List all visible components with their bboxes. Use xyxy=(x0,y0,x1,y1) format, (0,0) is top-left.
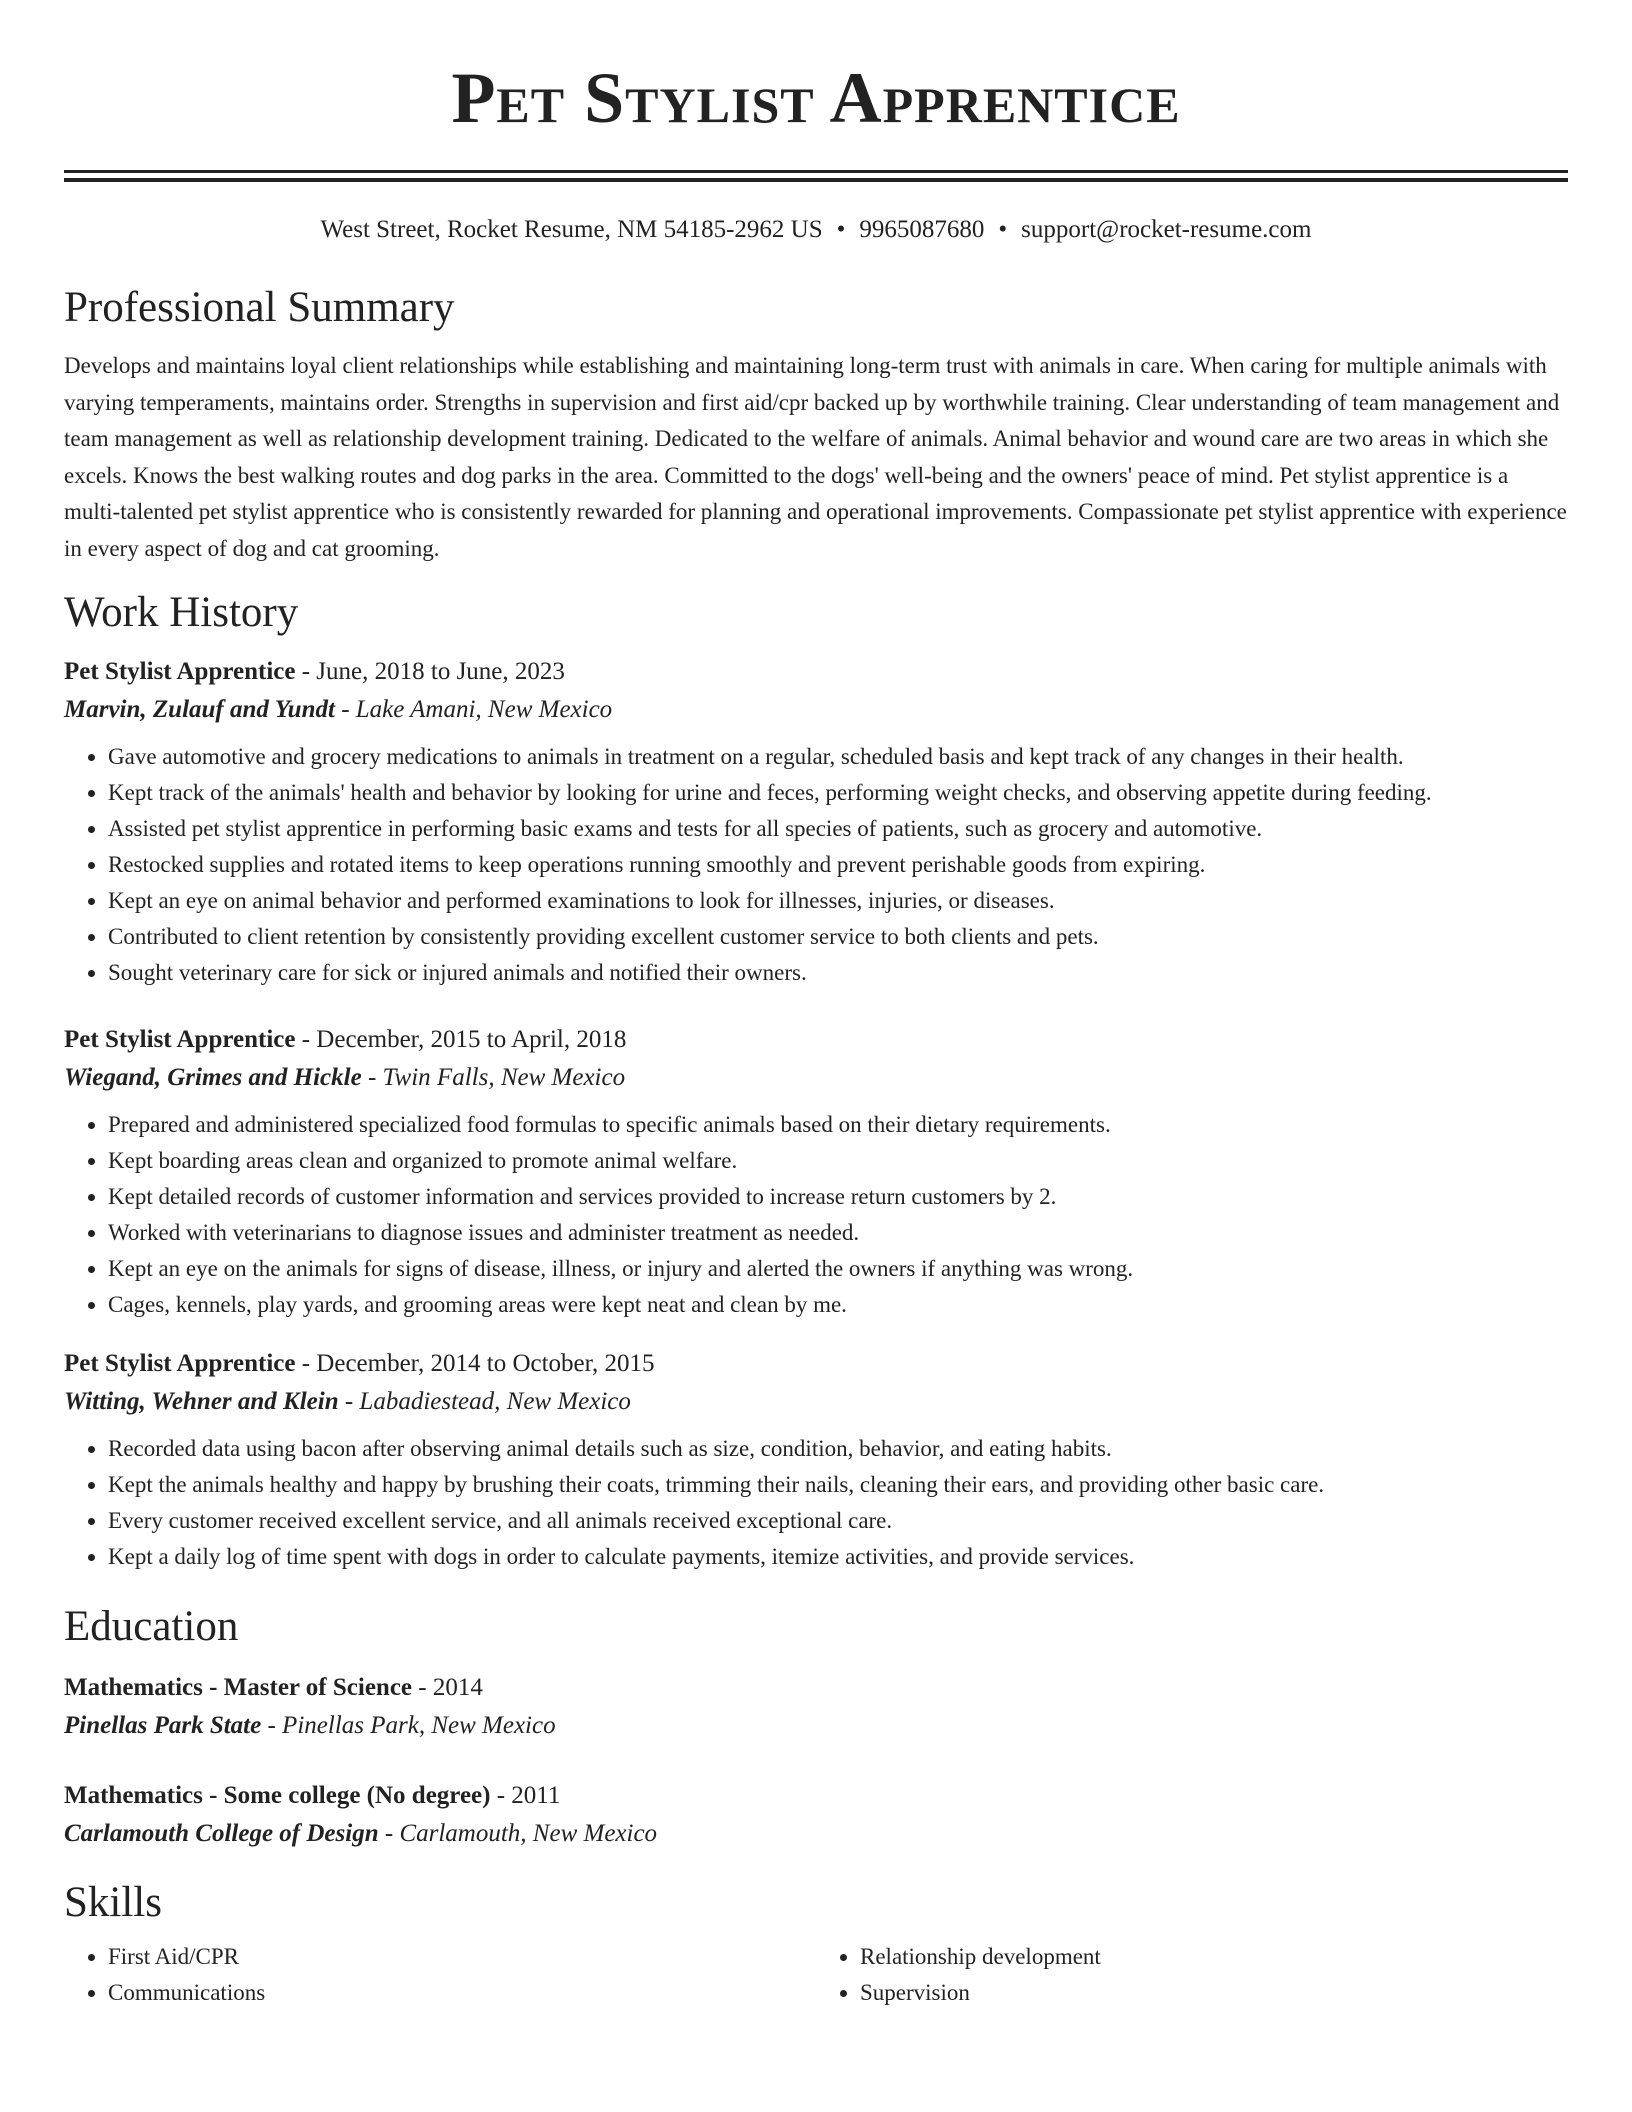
job-duty: • Assisted pet stylist apprentice in performing basic exams and tests for all species of patients, such as grocery and automotive. xyxy=(108,811,1568,847)
job-role: Pet Stylist Apprentice xyxy=(64,658,296,685)
job-role: Pet Stylist Apprentice xyxy=(64,1026,296,1053)
job-duty: • Contributed to client retention by consistently providing excellent customer service to both clients and pets. xyxy=(108,919,1568,955)
education-entry xyxy=(64,1669,1568,1745)
job-dates: - December, 2014 to October, 2015 xyxy=(295,1350,655,1377)
contact-address: West Street, Rocket Resume, NM 54185-2962 US xyxy=(320,216,823,243)
education-school-line xyxy=(64,1707,1568,1745)
skill-item: • Communications xyxy=(108,1975,816,2011)
job-employer-line xyxy=(64,691,1568,729)
contact-email: support@rocket-resume.com xyxy=(1021,216,1312,243)
contact-separator: • xyxy=(836,216,846,243)
job-duties-list xyxy=(64,1107,1568,1323)
job-employer-line xyxy=(64,1383,1568,1421)
summary-heading: Professional Summary xyxy=(64,284,455,331)
job-header xyxy=(64,1345,1568,1383)
education-year: - 2014 xyxy=(412,1674,483,1701)
resume-name: Pet Stylist Apprentice xyxy=(451,58,1181,138)
education-heading: Education xyxy=(64,1603,239,1650)
education-year: - 2011 xyxy=(490,1782,561,1809)
job-duty: • Kept an eye on animal behavior and performed examinations to look for illnesses, injuries, or diseases. xyxy=(108,883,1568,919)
job-duty: • Every customer received excellent service, and all animals received exceptional care. xyxy=(108,1503,1568,1539)
job-header xyxy=(64,653,1568,691)
education-location: - Pinellas Park, New Mexico xyxy=(261,1712,556,1739)
skill-item: • Supervision xyxy=(860,1975,1568,2011)
contact-separator: • xyxy=(998,216,1008,243)
work-history-heading: Work History xyxy=(64,589,299,636)
job-duty: • Kept an eye on the animals for signs of disease, illness, or injury and alerted the owners if anything was wrong. xyxy=(108,1251,1568,1287)
job-duty: • Gave automotive and grocery medications to animals in treatment on a regular, scheduled basis and kept track of any changes in their health. xyxy=(108,739,1568,775)
education-degree-line xyxy=(64,1777,1568,1815)
job-header xyxy=(64,1021,1568,1059)
job-duty: • Kept track of the animals' health and behavior by looking for urine and feces, performing weight checks, and observing appetite during feeding. xyxy=(108,775,1568,811)
skills-heading: Skills xyxy=(64,1879,162,1926)
job-duty: • Cages, kennels, play yards, and grooming areas were kept neat and clean by me. xyxy=(108,1287,1568,1323)
education-degree-line xyxy=(64,1669,1568,1707)
job-entry xyxy=(64,1345,1568,1575)
education-school-line xyxy=(64,1815,1568,1853)
education-degree: Mathematics - Master of Science xyxy=(64,1674,413,1701)
job-duty: • Sought veterinary care for sick or injured animals and notified their owners. xyxy=(108,955,1568,991)
contact-phone: 9965087680 xyxy=(859,216,985,243)
skills-list-right xyxy=(816,1939,1568,2011)
job-duty: • Recorded data using bacon after observing animal details such as size, condition, behavior, and eating habits. xyxy=(108,1431,1568,1467)
job-duty: • Kept the animals healthy and happy by brushing their coats, trimming their nails, cleaning their ears, and providing other basic care. xyxy=(108,1467,1568,1503)
job-duty: • Worked with veterinarians to diagnose issues and administer treatment as needed. xyxy=(108,1215,1568,1251)
job-duty: • Restocked supplies and rotated items to keep operations running smoothly and prevent perishable goods from expiring. xyxy=(108,847,1568,883)
education-school: Pinellas Park State xyxy=(64,1712,262,1739)
job-employer: Marvin, Zulauf and Yundt xyxy=(64,696,335,723)
job-entry xyxy=(64,1021,1568,1323)
job-location: - Labadiestead, New Mexico xyxy=(338,1388,631,1415)
job-employer: Witting, Wehner and Klein xyxy=(64,1388,339,1415)
job-duties-list xyxy=(64,739,1568,991)
job-location: - Lake Amani, New Mexico xyxy=(334,696,613,723)
job-dates: - December, 2015 to April, 2018 xyxy=(295,1026,627,1053)
job-location: - Twin Falls, New Mexico xyxy=(361,1064,626,1091)
job-duty: • Kept boarding areas clean and organized to promote animal welfare. xyxy=(108,1143,1568,1179)
summary-text: Develops and maintains loyal client relationships while establishing and maintaining long-term trust with animals in care. When caring for multiple animals with varying temperaments, maintains order. Strengths in supervision and first aid/cpr backed up by worthwhile training. Clear understanding of team management and team management as well as relationship development training. Dedicated to the welfare of animals. Animal behavior and wound care are two areas in which she excels. Knows the best walking routes and dog parks in the area. Committed to the dogs' well-being and the owners' peace of mind. Pet stylist apprentice is a multi-talented pet stylist apprentice who is consistently rewarded for planning and operational improvements. Compassionate pet stylist apprentice with experience in every aspect of dog and cat grooming. xyxy=(64,353,1567,561)
job-employer-line xyxy=(64,1059,1568,1097)
job-duty: • Prepared and administered specialized food formulas to specific animals based on their dietary requirements. xyxy=(108,1107,1568,1143)
job-employer: Wiegand, Grimes and Hickle xyxy=(64,1064,362,1091)
skill-item: • Relationship development xyxy=(860,1939,1568,1975)
skill-item: • First Aid/CPR xyxy=(108,1939,816,1975)
header-double-rule xyxy=(64,170,1568,182)
skills-list-left xyxy=(64,1939,816,2011)
job-entry xyxy=(64,653,1568,991)
education-location: - Carlamouth, New Mexico xyxy=(378,1820,658,1847)
skills-columns xyxy=(64,1939,1568,2011)
job-dates: - June, 2018 to June, 2023 xyxy=(295,658,565,685)
job-duty: • Kept detailed records of customer information and services provided to increase return customers by 2. xyxy=(108,1179,1568,1215)
education-entry xyxy=(64,1777,1568,1853)
education-school: Carlamouth College of Design xyxy=(64,1820,379,1847)
contact-line xyxy=(64,214,1568,246)
job-role: Pet Stylist Apprentice xyxy=(64,1350,296,1377)
job-duties-list xyxy=(64,1431,1568,1575)
job-duty: • Kept a daily log of time spent with dogs in order to calculate payments, itemize activities, and provide services. xyxy=(108,1539,1568,1575)
education-degree: Mathematics - Some college (No degree) xyxy=(64,1782,491,1809)
